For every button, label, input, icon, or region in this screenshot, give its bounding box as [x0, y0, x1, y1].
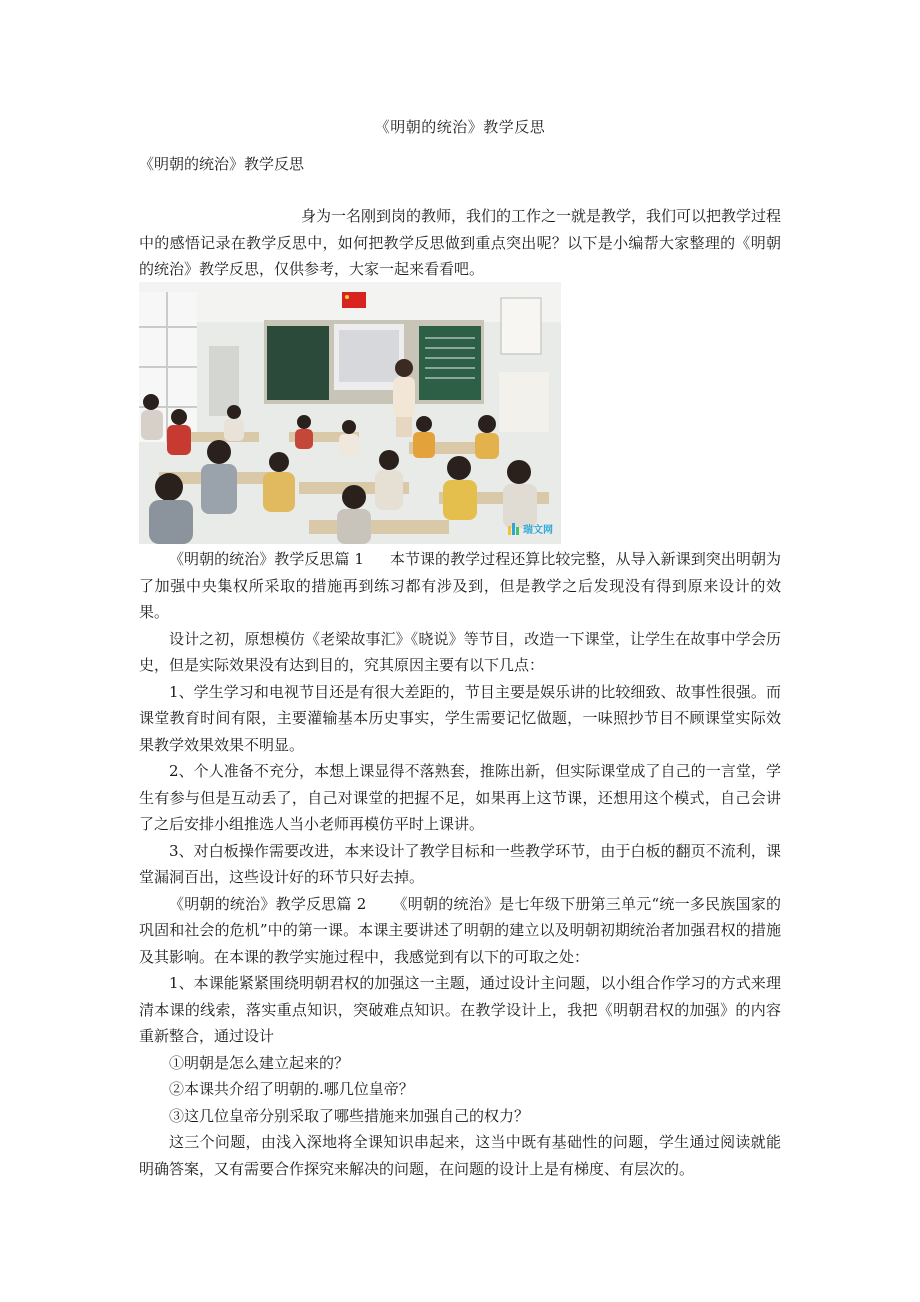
question-2: ②本课共介绍了明朝的.哪几位皇帝？	[169, 1080, 414, 1098]
question-3: ③这几位皇帝分别采取了哪些措施来加强自己的权力？	[169, 1106, 530, 1125]
section1-paragraph-3: 1、学生学习和电视节目还是有很大差距的，节目主要是娱乐讲的比较细致、故事性很强。而课堂教育时间有限，主要灌输基本历史事实，学生需要记忆做题，一味照抄节目不顾课堂实际效果教学效果效果不明显。	[139, 682, 781, 754]
watermark-text: 瑞文网	[523, 525, 553, 536]
document-title: 《明朝的统治》教学反思	[374, 118, 546, 136]
document-subtitle: 《明朝的统治》教学反思	[139, 155, 305, 173]
photo-watermark	[508, 521, 553, 536]
question-1: ①明朝是怎么建立起来的？	[169, 1053, 350, 1072]
article-body	[139, 546, 781, 1182]
intro-paragraph: 身为一名刚到岗的教师，我们的工作之一就是教学，我们可以把教学过程中的感悟记录在教学反思中，如何把教学反思做到重点突出呢？以下是小编帮大家整理的《明朝的统治》教学反思，仅供参考，大家一起来看看吧。	[139, 207, 782, 278]
section1-paragraph-5: 3、对白板操作需要改进，本来设计了教学目标和一些教学环节，由于白板的翻页不流利，课堂漏洞百出，这些设计好的环节只好去掉。	[139, 841, 781, 886]
section1-paragraph-2: 设计之初，原想模仿《老梁故事汇》《晓说》等节目，改造一下课堂，让学生在故事中学会历史，但是实际效果没有达到目的，究其原因主要有以下几点：	[139, 629, 781, 674]
section1-heading: 《明朝的统治》教学反思篇 1	[169, 550, 364, 568]
watermark-logo-icon	[508, 523, 520, 535]
section2-paragraph-3: 这三个问题，由浅入深地将全课知识串起来，这当中既有基础性的问题，学生通过阅读就能明确答案，又有需要合作探究来解决的问题，在问题的设计上是有梯度、有层次的。	[139, 1133, 781, 1178]
section2-heading: 《明朝的统治》教学反思篇 2	[169, 894, 367, 913]
classroom-photo	[139, 282, 561, 544]
section2-lead-text: 《明朝的统治》是七年级下册第三单元“统一多民族国家的巩固和社会的危机”中的第一课。本课主要讲述了明朝的建立以及明朝初期统治者加强君权的措施及其影响。在本课的教学实施过程中，我感觉到有以下的可取之处：	[139, 894, 781, 966]
section1-lead-text: 本节课的教学过程还算比较完整，从导入新课到突出明朝为了加强中央集权所采取的措施再到练习都有涉及到，但是教学之后发现没有得到原来设计的效果。	[139, 550, 781, 621]
section1-paragraph-4: 2、个人准备不充分，本想上课显得不落熟套，推陈出新，但实际课堂成了自己的一言堂，学生有参与但是互动丢了，自己对课堂的把握不足，如果再上这节课，还想用这个模式，自己会讲了之后安排小组推选人当小老师再模仿平时上课讲。	[139, 762, 781, 833]
section2-paragraph-2: 1、本课能紧紧围绕明朝君权的加强这一主题，通过设计主问题，以小组合作学习的方式来理清本课的线索，落实重点知识，突破难点知识。在教学设计上，我把《明朝君权的加强》的内容重新整合，通过设计	[139, 974, 781, 1045]
section1-lead-paragraph	[139, 546, 781, 626]
classroom-illustration	[139, 282, 561, 544]
section2-lead-paragraph	[139, 891, 781, 971]
